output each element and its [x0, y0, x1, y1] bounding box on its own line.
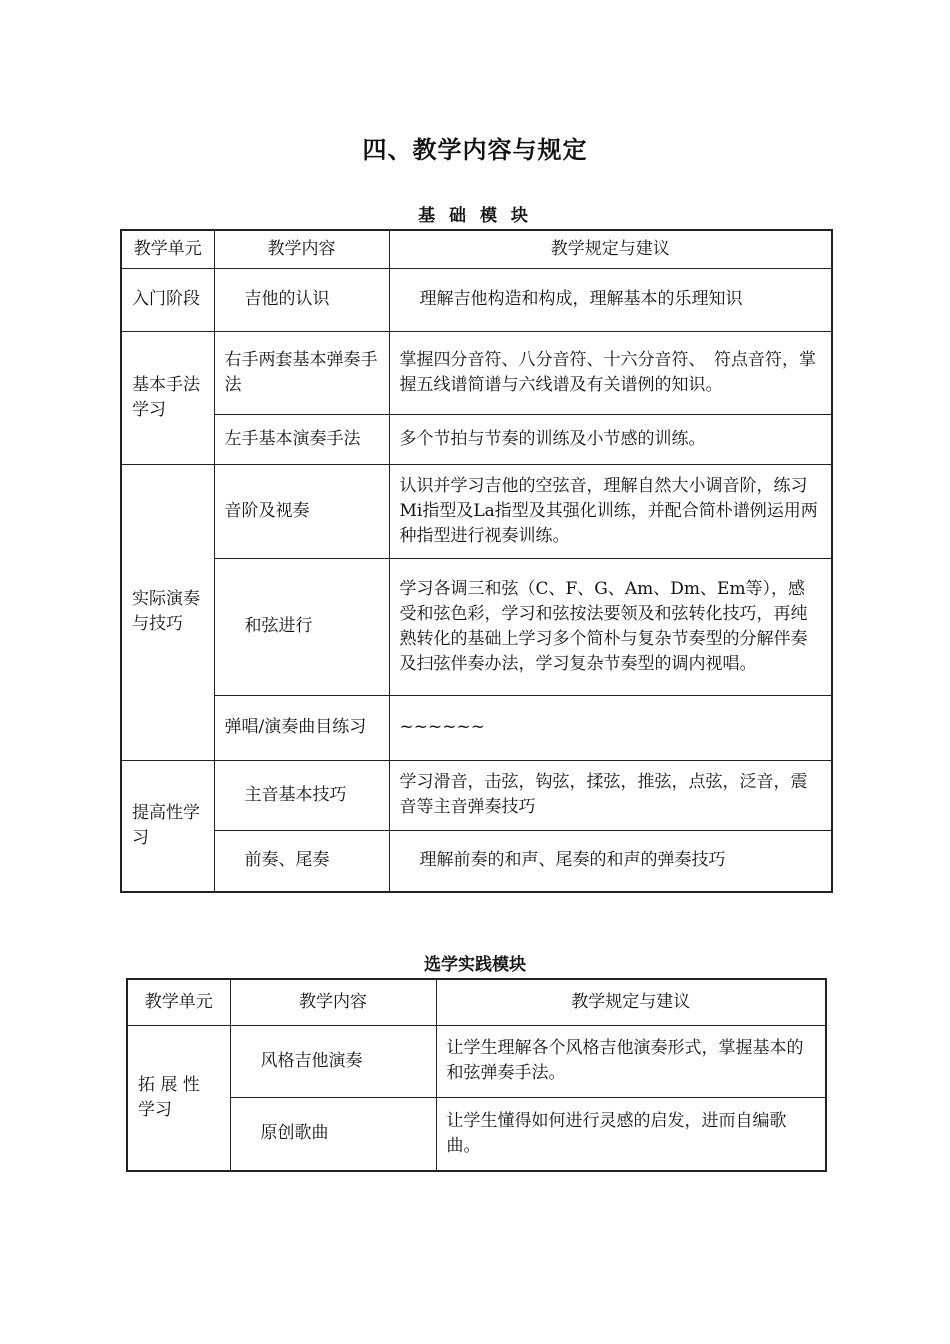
- table-row: [121, 558, 832, 695]
- content-cell: 弹唱/演奏曲目练习: [214, 695, 389, 760]
- table-row: [121, 760, 832, 830]
- table-row: [121, 331, 832, 414]
- header-content: 教学内容: [214, 230, 389, 268]
- header-advice: 教学规定与建议: [389, 230, 832, 268]
- table-row: [121, 268, 832, 331]
- content-cell: 吉他的认识: [214, 268, 389, 331]
- module-title-basic: 基 础 模 块: [418, 206, 532, 226]
- content-cell: 音阶及视奏: [214, 464, 389, 558]
- unit-cell: 实际演奏与技巧: [121, 464, 214, 760]
- content-cell: 右手两套基本弹奏手法: [214, 331, 389, 414]
- table-row: [121, 695, 832, 760]
- content-cell: 风格吉他演奏: [230, 1025, 436, 1097]
- advice-cell: 学习各调三和弦（C、F、G、Am、Dm、Em等），感受和弦色彩，学习和弦按法要领及和弦转化技巧，再纯熟转化的基础上学习多个简朴与复杂节奏型的分解伴奏及扫弦伴奏办法，学习复杂节奏型的调内视唱。: [389, 558, 832, 695]
- unit-cell: 入门阶段: [121, 268, 214, 331]
- advice-cell: 掌握四分音符、八分音符、十六分音符、 符点音符，掌握五线谱简谱与六线谱及有关谱例的知识。: [389, 331, 832, 414]
- advice-cell: ~~~~~~: [389, 695, 832, 760]
- table-row: [127, 1025, 826, 1097]
- advice-cell: 让学生理解各个风格吉他演奏形式，掌握基本的和弦弹奏手法。: [436, 1025, 826, 1097]
- table-header-row: [121, 230, 832, 268]
- unit-cell: 提高性学习: [121, 760, 214, 892]
- content-cell: 主音基本技巧: [214, 760, 389, 830]
- advice-cell: 多个节拍与节奏的训练及小节感的训练。: [389, 414, 832, 464]
- table-header-row: [127, 979, 826, 1025]
- elective-module-table: [126, 978, 827, 1172]
- advice-cell: 学习滑音，击弦，钩弦，揉弦，推弦，点弦，泛音，震音等主音弹奏技巧: [389, 760, 832, 830]
- page-title: 四、教学内容与规定: [362, 136, 588, 164]
- header-unit: 教学单元: [121, 230, 214, 268]
- header-unit: 教学单元: [127, 979, 230, 1025]
- table-row: [121, 830, 832, 892]
- header-advice: 教学规定与建议: [436, 979, 826, 1025]
- advice-cell: 理解前奏的和声、尾奏的和声的弹奏技巧: [389, 830, 832, 892]
- unit-cell: 拓 展 性 学习: [127, 1025, 230, 1171]
- content-cell: 左手基本演奏手法: [214, 414, 389, 464]
- advice-cell: 让学生懂得如何进行灵感的启发，进而自编歌曲。: [436, 1097, 826, 1171]
- content-cell: 原创歌曲: [230, 1097, 436, 1171]
- basic-module-table: [120, 229, 833, 893]
- unit-cell: 基本手法学习: [121, 331, 214, 464]
- table-row: [127, 1097, 826, 1171]
- advice-cell: 认识并学习吉他的空弦音，理解自然大小调音阶，练习Mi指型及La指型及其强化训练，并配合简朴谱例运用两种指型进行视奏训练。: [389, 464, 832, 558]
- table-row: [121, 414, 832, 464]
- module-title-elective: 选学实践模块: [424, 955, 526, 975]
- header-content: 教学内容: [230, 979, 436, 1025]
- advice-cell: 理解吉他构造和构成，理解基本的乐理知识: [389, 268, 832, 331]
- content-cell: 和弦进行: [214, 558, 389, 695]
- table-row: [121, 464, 832, 558]
- content-cell: 前奏、尾奏: [214, 830, 389, 892]
